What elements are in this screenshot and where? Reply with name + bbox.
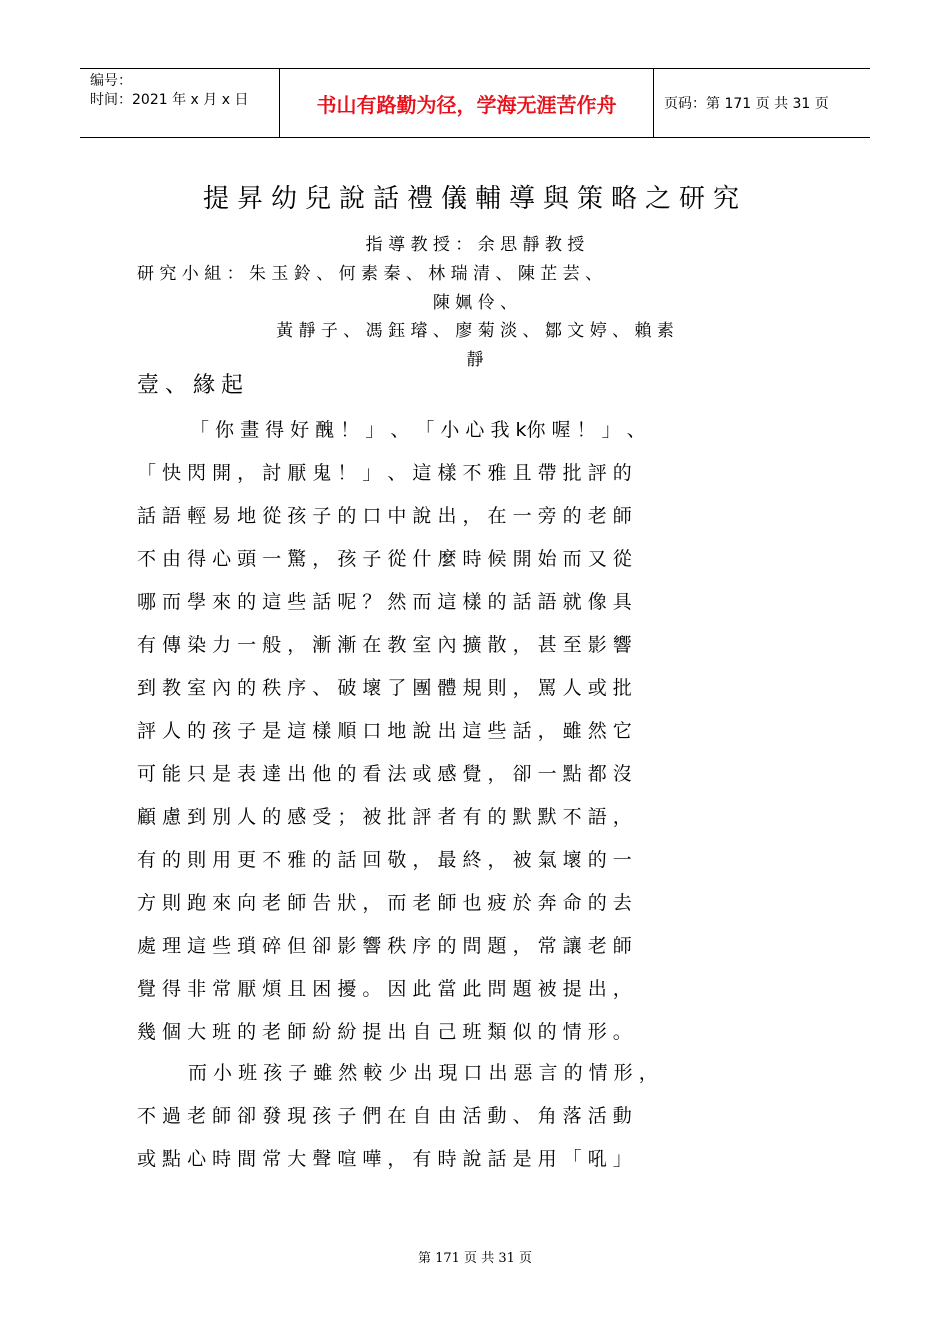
- body-line: 顧 慮 到 別 人 的 感 受 ； 被 批 評 者 有 的 默 默 不 語 ，: [137, 806, 632, 828]
- group-line-3: 黃 靜 子 、 馮 鈺 璿 、 廖 菊 淡 、 鄒 文 婷 、 賴 素: [276, 321, 674, 341]
- header-motto: 书山有路勤为径，学海无涯苦作舟: [280, 69, 654, 137]
- advisor-line: 指 導 教 授 ： 余 思 靜 教 授: [365, 235, 585, 255]
- group-line-1: 研 究 小 組 ： 朱 玉 鈴 、 何 素 秦 、 林 瑞 清 、 陳 芷 芸 、: [137, 264, 603, 284]
- page-footer: 第 171 页 共 31 页: [417, 1251, 533, 1266]
- body-line: 有 傳 染 力 一 般 ， 漸 漸 在 教 室 內 擴 散 ， 甚 至 影 響: [137, 634, 632, 656]
- body-line: 或 點 心 時 間 常 大 聲 喧 嘩 ， 有 時 說 話 是 用 「 吼 」: [137, 1148, 632, 1170]
- body-line: 而 小 班 孩 子 雖 然 較 少 出 現 口 出 惡 言 的 情 形 ，: [188, 1062, 658, 1084]
- time-label: 时间：2021 年 x 月 x 日: [90, 92, 249, 108]
- document-title: 提昇幼兒說話禮儀輔導與策略之研究: [202, 184, 747, 214]
- body-line: 話 語 輕 易 地 從 孩 子 的 口 中 說 出 ， 在 一 旁 的 老 師: [137, 505, 632, 527]
- body-line: 可 能 只 是 表 達 出 他 的 看 法 或 感 覺 ， 卻 一 點 都 沒: [137, 763, 632, 785]
- body-line: 「 你 畫 得 好 醜 ！ 」 、 「 小 心 我 k你 喔 ！ 」 、: [190, 419, 646, 441]
- header-page-info: 页码：第 171 页 共 31 页: [664, 96, 829, 112]
- body-line: 有 的 則 用 更 不 雅 的 話 回 敬 ， 最 終 ， 被 氣 壞 的 一: [137, 849, 632, 871]
- body-line: 評 人 的 孩 子 是 這 樣 順 口 地 說 出 這 些 話 ， 雖 然 它: [137, 720, 632, 742]
- body-line: 到 教 室 內 的 秩 序 、 破 壞 了 團 體 規 則 ， 罵 人 或 批: [137, 677, 632, 699]
- page-header: [80, 68, 870, 138]
- body-line: 「 快 閃 開 ， 討 厭 鬼 ！ 」 、 這 樣 不 雅 且 帶 批 評 的: [137, 462, 632, 484]
- body-line: 哪 而 學 來 的 這 些 話 呢 ？ 然 而 這 樣 的 話 語 就 像 具: [137, 591, 632, 613]
- group-line-4: 靜: [466, 350, 484, 370]
- body-line: 不 過 老 師 卻 發 現 孩 子 們 在 自 由 活 動 、 角 落 活 動: [137, 1105, 632, 1127]
- body-line: 方 則 跑 來 向 老 師 告 狀 ， 而 老 師 也 疲 於 奔 命 的 去: [137, 892, 632, 914]
- body-line: 幾 個 大 班 的 老 師 紛 紛 提 出 自 己 班 類 似 的 情 形 。: [137, 1021, 632, 1043]
- section-heading: 壹、緣起: [137, 373, 250, 398]
- body-line: 覺 得 非 常 厭 煩 且 困 擾 。 因 此 當 此 問 題 被 提 出 ，: [137, 978, 632, 1000]
- group-line-2: 陳 姵 伶 、: [432, 293, 518, 313]
- body-line: 不 由 得 心 頭 一 驚 ， 孩 子 從 什 麼 時 候 開 始 而 又 從: [137, 548, 632, 570]
- number-label: 编号：: [90, 73, 132, 89]
- body-line: 處 理 這 些 瑣 碎 但 卻 影 響 秩 序 的 問 題 ， 常 讓 老 師: [137, 935, 632, 957]
- header-meta: [80, 69, 280, 137]
